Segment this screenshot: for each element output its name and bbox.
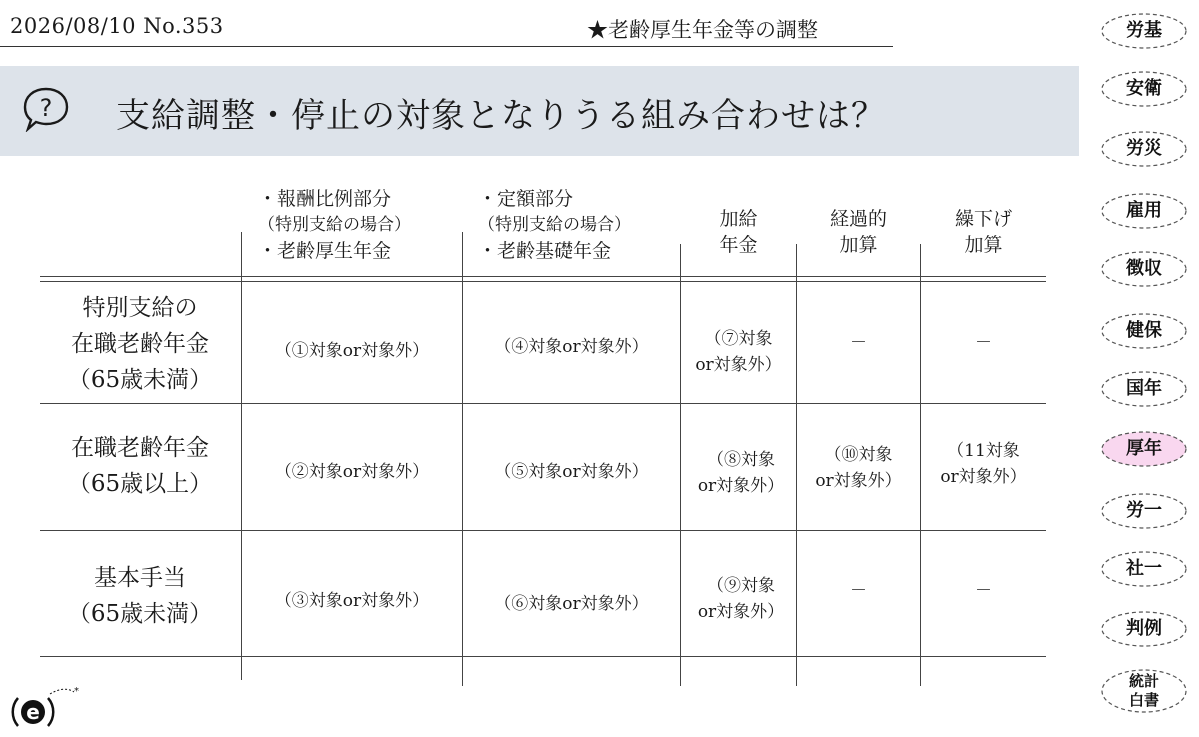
row-header-line: （65歳未満） (67, 367, 213, 393)
sidebar-tab[interactable] (1100, 550, 1188, 588)
cell-line: （11対象 (947, 441, 1020, 461)
sidebar-tab[interactable] (1100, 430, 1188, 468)
cell-line: or対象外） (940, 467, 1027, 487)
table-cell (681, 326, 796, 378)
sidebar-tab[interactable] (1100, 192, 1188, 230)
row-header-line: 基本手当 (94, 565, 186, 591)
question-bubble-icon (22, 86, 70, 132)
column-header-transitional (797, 206, 920, 258)
sidebar-tab-label: 判例 (1126, 618, 1162, 639)
sidebar-tab-label: 雇用 (1126, 200, 1162, 221)
table-cell (797, 442, 920, 494)
column-header-line: （特別支給の場合） (258, 215, 411, 235)
column-header-line: ・定額部分 (478, 188, 574, 210)
row-header-line: 在職老齢年金 (71, 331, 209, 357)
sidebar-tab[interactable] (1100, 370, 1188, 408)
row-header-over65 (40, 430, 240, 502)
row-header-special (40, 290, 240, 398)
sidebar-tab-label: 社一 (1126, 558, 1162, 579)
sidebar-tab-label: 労一 (1126, 500, 1162, 521)
logo-letter: e (26, 700, 40, 724)
sidebar-tab[interactable] (1100, 12, 1188, 50)
header-topic: ★老齢厚生年金等の調整 (587, 18, 818, 42)
sidebar-tab[interactable] (1100, 610, 1188, 648)
table-cell: （③対象or対象外） (274, 591, 430, 611)
cell-line: or対象外） (815, 471, 902, 491)
column-header-line: 加給 (719, 208, 758, 230)
table-cell: － (975, 581, 992, 601)
header-double-line-top (40, 276, 1046, 277)
column-header-line: 加算 (964, 234, 1003, 256)
row-header-line: 在職老齢年金 (71, 435, 209, 461)
sidebar-tab[interactable] (1100, 492, 1188, 530)
cell-line: （⑧対象 (707, 450, 775, 470)
table-cell: （④対象or対象外） (494, 337, 649, 357)
svg-text:?: ? (39, 94, 53, 122)
row-header-line: （65歳未満） (67, 601, 213, 627)
row-divider (40, 403, 1046, 404)
column-header-proportional (258, 186, 411, 264)
column-header-line: ・老齢基礎年金 (478, 240, 612, 262)
column-header-line: 年金 (719, 234, 758, 256)
table-cell (681, 447, 801, 499)
header-date: 2026/08/10 No.353 (10, 14, 224, 38)
column-header-line: ・老齢厚生年金 (258, 240, 392, 262)
column-header-line: 繰下げ (954, 208, 1012, 230)
row-divider (40, 656, 1046, 657)
table-cell: （⑥対象or対象外） (494, 594, 649, 614)
sidebar-tab[interactable] (1100, 70, 1188, 108)
sidebar-tab-label: 厚年 (1126, 438, 1162, 459)
row-header-unemployment (40, 560, 240, 632)
cell-line: or対象外） (697, 602, 785, 622)
sidebar-tab-label: 労基 (1126, 20, 1162, 41)
column-header-line: 経過的 (829, 208, 887, 230)
sidebar-tab-label (1100, 668, 1188, 718)
table-cell: － (850, 581, 867, 601)
sidebar-tab-label: 国年 (1126, 378, 1162, 399)
sidebar-tab-label: 健保 (1126, 320, 1162, 341)
column-header-spousal (681, 206, 796, 258)
column-header-fixed (478, 186, 631, 264)
table-cell: （①対象or対象外） (274, 341, 430, 361)
row-divider (40, 530, 1046, 531)
cell-line: （⑨対象 (707, 576, 775, 596)
logo (8, 682, 88, 732)
column-header-line: 加算 (839, 234, 878, 256)
cell-line: （⑦対象 (704, 329, 773, 349)
sidebar-tab-label: 労災 (1126, 138, 1162, 159)
question-banner (0, 66, 1079, 156)
column-header-deferral (921, 206, 1046, 258)
cell-line: （⑩対象 (824, 445, 893, 465)
cell-line: or対象外） (695, 355, 782, 375)
svg-text:*: * (74, 686, 79, 697)
row-header-line: （65歳以上） (67, 471, 213, 497)
sidebar-tab[interactable] (1100, 312, 1188, 350)
sidebar-tab-label-line: 白書 (1128, 691, 1159, 709)
table-cell (921, 438, 1046, 490)
table-cell: （②対象or対象外） (274, 462, 430, 482)
header-double-line-bottom (40, 281, 1046, 282)
column-header-line: （特別支給の場合） (478, 215, 631, 235)
sidebar-tab[interactable] (1100, 250, 1188, 288)
table-cell: － (850, 333, 867, 353)
sidebar-tab-label-line: 統計 (1128, 672, 1159, 690)
question-text: 支給調整・停止の対象となりうる組み合わせは？ (116, 96, 886, 136)
sidebar-tab-label: 安衛 (1126, 78, 1162, 99)
row-header-line: 特別支給の (82, 295, 198, 321)
column-header-line: ・報酬比例部分 (258, 188, 392, 210)
table-cell (681, 573, 801, 625)
sidebar-tab[interactable] (1100, 130, 1188, 168)
header-divider (0, 46, 893, 47)
sidebar-tab-label: 徴収 (1126, 258, 1162, 279)
sidebar-tab[interactable] (1100, 668, 1188, 714)
cell-line: or対象外） (697, 476, 785, 496)
table-cell: （⑤対象or対象外） (494, 462, 649, 482)
table-cell: － (975, 333, 992, 353)
